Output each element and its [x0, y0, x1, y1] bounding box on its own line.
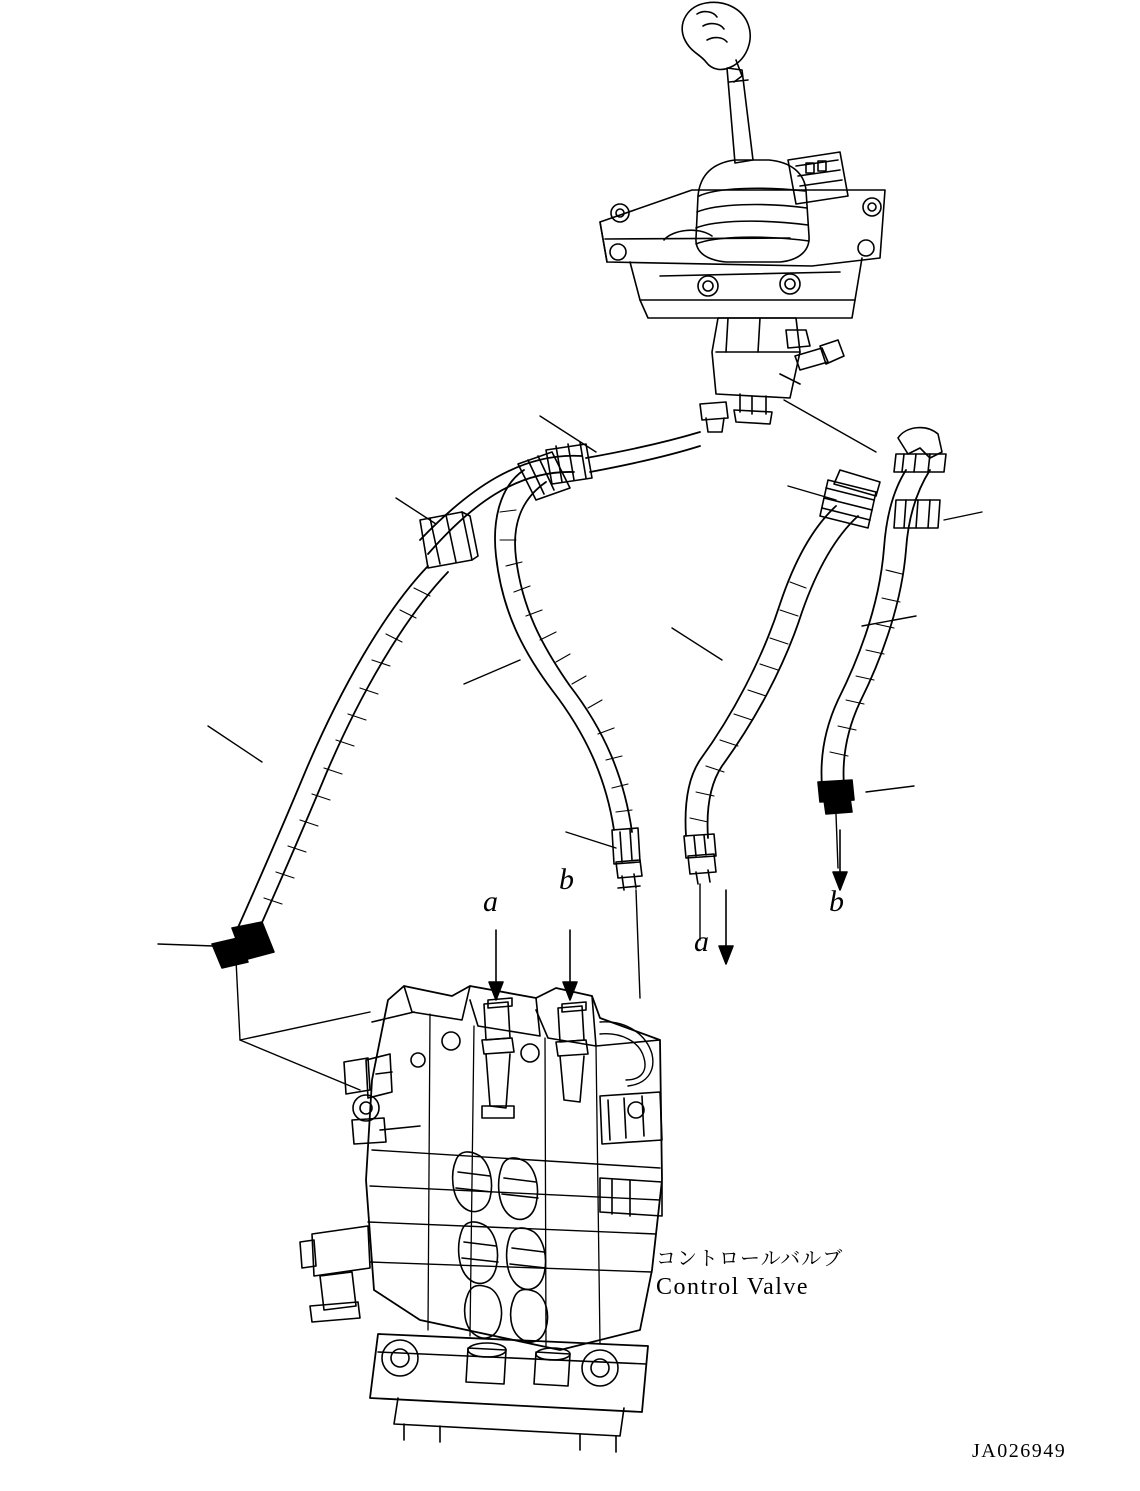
- callout-arrows: [489, 830, 847, 1000]
- hose-1: [212, 442, 592, 968]
- control-valve-label-jp: コントロールバルブ: [656, 1246, 844, 1270]
- control-valve-label-en: Control Valve: [656, 1274, 810, 1300]
- callout-letter-a-right: a: [694, 925, 709, 958]
- figure-code: JA026949: [972, 1440, 1067, 1462]
- control-valve: [300, 986, 662, 1452]
- callout-letter-b-right: b: [829, 885, 844, 918]
- callout-letter-b-left: b: [559, 863, 574, 896]
- joystick-assembly: [600, 2, 885, 432]
- hose-3: [684, 470, 880, 884]
- callout-letter-a-left: a: [483, 885, 498, 918]
- hose-2: [495, 432, 700, 890]
